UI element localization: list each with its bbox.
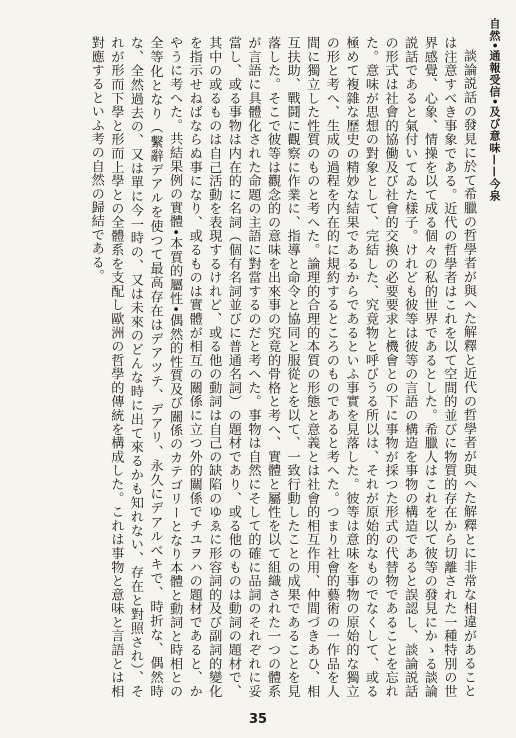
body-text xyxy=(26,36,478,698)
page-number: 35 xyxy=(248,712,268,727)
paragraph: 談論説話の發見に於て希臘の哲學者が與へた解釋と近代の哲學者が與へた解釋とに非常な相違があることは注意すべき事象である。近代の哲學者はこれを以て空間的並びに物質的存在から切離された一種特別の世界感覺、心象、情操を以て成る個々の私的世界であるとした。希臘人はこれを以て彼等の發見にかゝる談論説話であると氣付いてゐた樣子。けれども彼等は彼等の言語の構造を事物の構造であると誤認し、談論説話の形式は社會的協働及び社會的交換の必要要求と機會との下に事物が採つた形式の代替物であることを忘れた。意味が思想の對象として、完結した、究竟物と呼びうる所以は、それが原始的なものでなくして、或る極めて複雜な歷史の精妙な結果であるからであるといふ事實を見落した。彼等は意味を事物の原始的な獨立の形と考へ、生成の過程を内在的に規約するところのものであると考へた。つまり社會的藝術の一作品を人間に獨立した性質のものと考へた。論理的合理的本質の形態と意義とは社會的相互作用、仲間づきあひ、相互扶助、戰鬪に觀察に作業に、指導と命令と協同と服從とを以て、一致行動したことの成果であることを見落した。そこで彼等は觀念的の意味を出來事の究竟的骨格と考へ、實體と屬性を以て組織された一つの體系が言語に具體化された命題の主語に對當するのだと考へた。事物は自然にそして的確に品詞のそれぞれに妥當し、或る事物は内在的に名詞（個有名詞並びに普通名詞）の題材であり、或る他のものは動詞の題材で、其中の或るものは自己活動を表現するけれど、或る他の動詞は自己の缺陷のゆゑに形容詞的及び副詞的變化を指示せねばならぬ事になり、或るものは實體が相互の關係に立つ外的關係でチユヲハの題材であると、かやうに考へた。共結果例の實體•本質的屬性•偶然的性質及び關係のカテゴリーとなり本體と動詞と時相との全等化となり（繫辭デアルを使つて最高存在はデアツテ、デアリ、永久にデアルべキで、時折な、偶然時な、全然過去の、又は單に今一時の、又は未來のどんな時に出て來るかも知れない、存在と對照され）、それが形而下學と形而上學との全體系を支配し歐洲の哲學的傳統を構成した。これは事物と意味と言語とは相對應するといふ考の自然の歸結である。 xyxy=(88,36,476,698)
running-header: 自然•通報受信•及び意味——今泉 xyxy=(488,18,501,203)
